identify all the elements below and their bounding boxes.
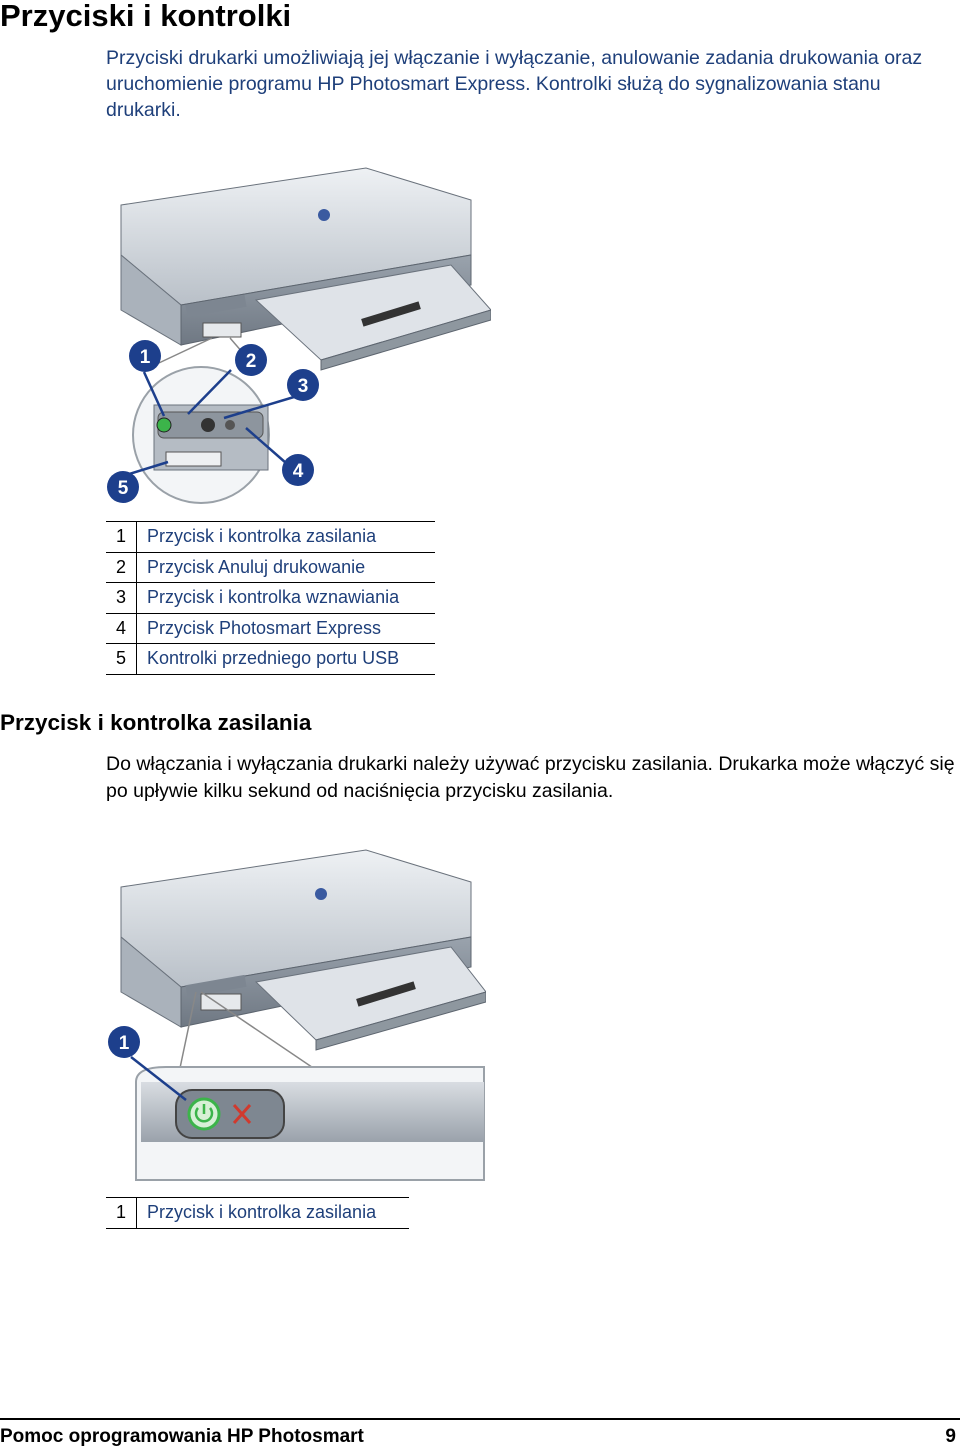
svg-text:4: 4 xyxy=(292,461,304,482)
section-title: Przycisk i kontrolka zasilania xyxy=(0,710,312,735)
svg-text:5: 5 xyxy=(117,478,129,499)
table-row xyxy=(106,613,435,644)
callout-1 xyxy=(108,1026,140,1058)
svg-text:1: 1 xyxy=(118,1033,130,1054)
row-label: Przycisk Photosmart Express xyxy=(137,613,436,644)
row-number: 5 xyxy=(106,644,137,675)
row-number: 1 xyxy=(106,1198,137,1229)
table-row xyxy=(106,522,435,553)
footer-title: Pomoc oprogramowania HP Photosmart xyxy=(0,1426,364,1447)
intro-paragraph: Przyciski drukarki umożliwiają jej włączanie i wyłączanie, anulowanie zadania drukowania oraz uruchomienie programu HP Photosmart Express. Kontrolki służą do sygnalizowania stanu drukarki. xyxy=(106,47,923,121)
svg-text:2: 2 xyxy=(245,351,257,372)
callout-table-power xyxy=(106,1197,409,1229)
footer-divider xyxy=(0,1418,960,1420)
page-title: Przyciski i kontrolki xyxy=(0,0,292,33)
table-row xyxy=(106,1198,409,1229)
row-number: 4 xyxy=(106,613,137,644)
row-label: Przycisk i kontrolka zasilania xyxy=(137,522,436,553)
svg-text:3: 3 xyxy=(297,376,309,397)
row-number: 2 xyxy=(106,552,137,583)
callout-table-buttons xyxy=(106,521,435,675)
callout-1 xyxy=(129,340,161,372)
printer-illustration-power xyxy=(106,842,486,1182)
section-paragraph: Do włączania i wyłączania drukarki należy używać przycisku zasilania. Drukarka może włączyć się po upływie kilku sekund od naciśnięcia przycisku zasilania. xyxy=(106,753,955,802)
row-number: 3 xyxy=(106,583,137,614)
row-label: Przycisk i kontrolka zasilania xyxy=(137,1198,410,1229)
callout-2 xyxy=(235,344,267,376)
page-number: 9 xyxy=(945,1426,956,1447)
callout-5 xyxy=(107,471,139,503)
row-label: Przycisk Anuluj drukowanie xyxy=(137,552,436,583)
callout-3 xyxy=(287,369,319,401)
callout-4 xyxy=(282,454,314,486)
row-label: Kontrolki przedniego portu USB xyxy=(137,644,436,675)
table-row xyxy=(106,583,435,614)
row-number: 1 xyxy=(106,522,137,553)
row-label: Przycisk i kontrolka wznawiania xyxy=(137,583,436,614)
printer-illustration-buttons xyxy=(106,160,491,505)
table-row xyxy=(106,644,435,675)
svg-text:1: 1 xyxy=(139,347,151,368)
table-row xyxy=(106,552,435,583)
